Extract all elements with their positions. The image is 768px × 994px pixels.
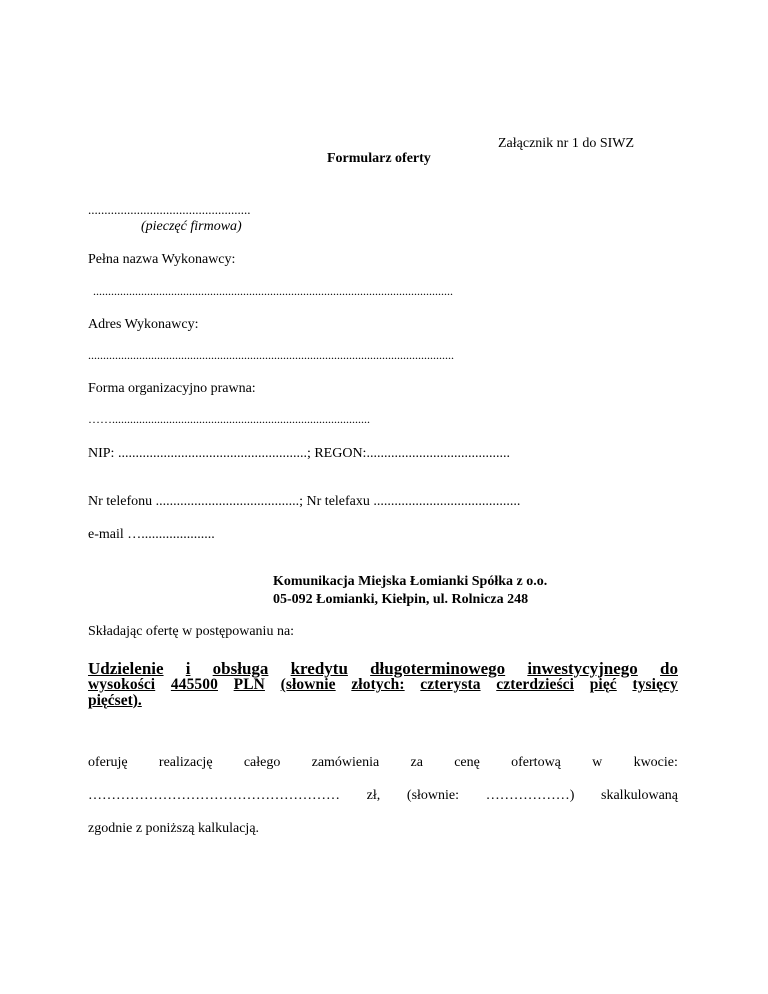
offer-word: w — [592, 755, 603, 770]
legal-form-field: ……...................................................................................... — [88, 412, 370, 426]
offer-word: za — [410, 755, 423, 770]
offer-line-1 — [88, 755, 678, 771]
offer-word: ……………………………………………… — [88, 788, 340, 803]
recipient-name: Komunikacja Miejska Łomianki Spółka z o.o. — [273, 574, 548, 589]
stamp-dots: .................................................. — [88, 202, 251, 217]
subject-word: czterysta — [420, 676, 481, 693]
form-title: Formularz oferty — [327, 151, 431, 166]
subject-word: złotych: — [351, 676, 405, 693]
subject-word: czterdzieści — [496, 676, 575, 693]
subject-line-2 — [88, 677, 678, 693]
subject-word: wysokości — [88, 676, 156, 693]
address-label: Adres Wykonawcy: — [88, 317, 199, 332]
intro-text: Składając ofertę w postępowaniu na: — [88, 624, 295, 639]
stamp-label: (pieczęć firmowa) — [141, 219, 242, 234]
subject-word: obsługa — [212, 659, 269, 678]
subject-word: 445500 — [170, 676, 218, 693]
email-line: e-mail …..................... — [88, 527, 215, 542]
subject-word: długoterminowego — [370, 659, 506, 678]
offer-word: kwocie: — [633, 755, 678, 770]
subject-word: pięć — [589, 676, 617, 693]
attachment-label: Załącznik nr 1 do SIWZ — [498, 136, 635, 151]
subject-line-1 — [88, 660, 678, 677]
offer-word: skalkulowaną — [601, 788, 678, 803]
subject-word: PLN — [233, 676, 265, 693]
offer-word: zamówienia — [311, 755, 380, 770]
full-name-field: ........................................................................................................................ — [93, 284, 453, 298]
offer-word: całego — [243, 755, 281, 770]
subject-word: kredytu — [290, 659, 348, 678]
recipient-address: 05-092 Łomianki, Kiełpin, ul. Rolnicza 248 — [273, 592, 529, 607]
offer-word: oferuję — [88, 755, 128, 770]
offer-word: realizację — [158, 755, 213, 770]
subject-heading — [88, 660, 678, 708]
subject-word: (słownie — [280, 676, 336, 693]
offer-word: zł, — [366, 788, 381, 803]
phone-fax-line: Nr telefonu .........................................; Nr telefaxu .......................................... — [88, 494, 521, 509]
offer-word: cenę — [454, 755, 480, 770]
nip-regon-line: NIP: ......................................................; REGON:......................................... — [88, 446, 510, 461]
offer-line-2 — [88, 788, 678, 804]
subject-word: do — [660, 659, 678, 678]
subject-line-3: pięćset). — [88, 691, 142, 709]
subject-word: Udzielenie — [88, 659, 164, 678]
full-name-label: Pełna nazwa Wykonawcy: — [88, 252, 236, 267]
legal-form-label: Forma organizacyjno prawna: — [88, 381, 256, 396]
offer-word: ofertową — [511, 755, 561, 770]
subject-word: tysięcy — [632, 676, 678, 693]
offer-word: (słownie: — [406, 788, 460, 803]
offer-word: ………………) — [485, 788, 575, 803]
offer-line-3: zgodnie z poniższą kalkulacją. — [88, 821, 260, 836]
subject-word: inwestycyjnego — [527, 659, 638, 678]
address-field: .......................................................................................................................... — [88, 348, 454, 362]
subject-word: i — [185, 659, 191, 678]
